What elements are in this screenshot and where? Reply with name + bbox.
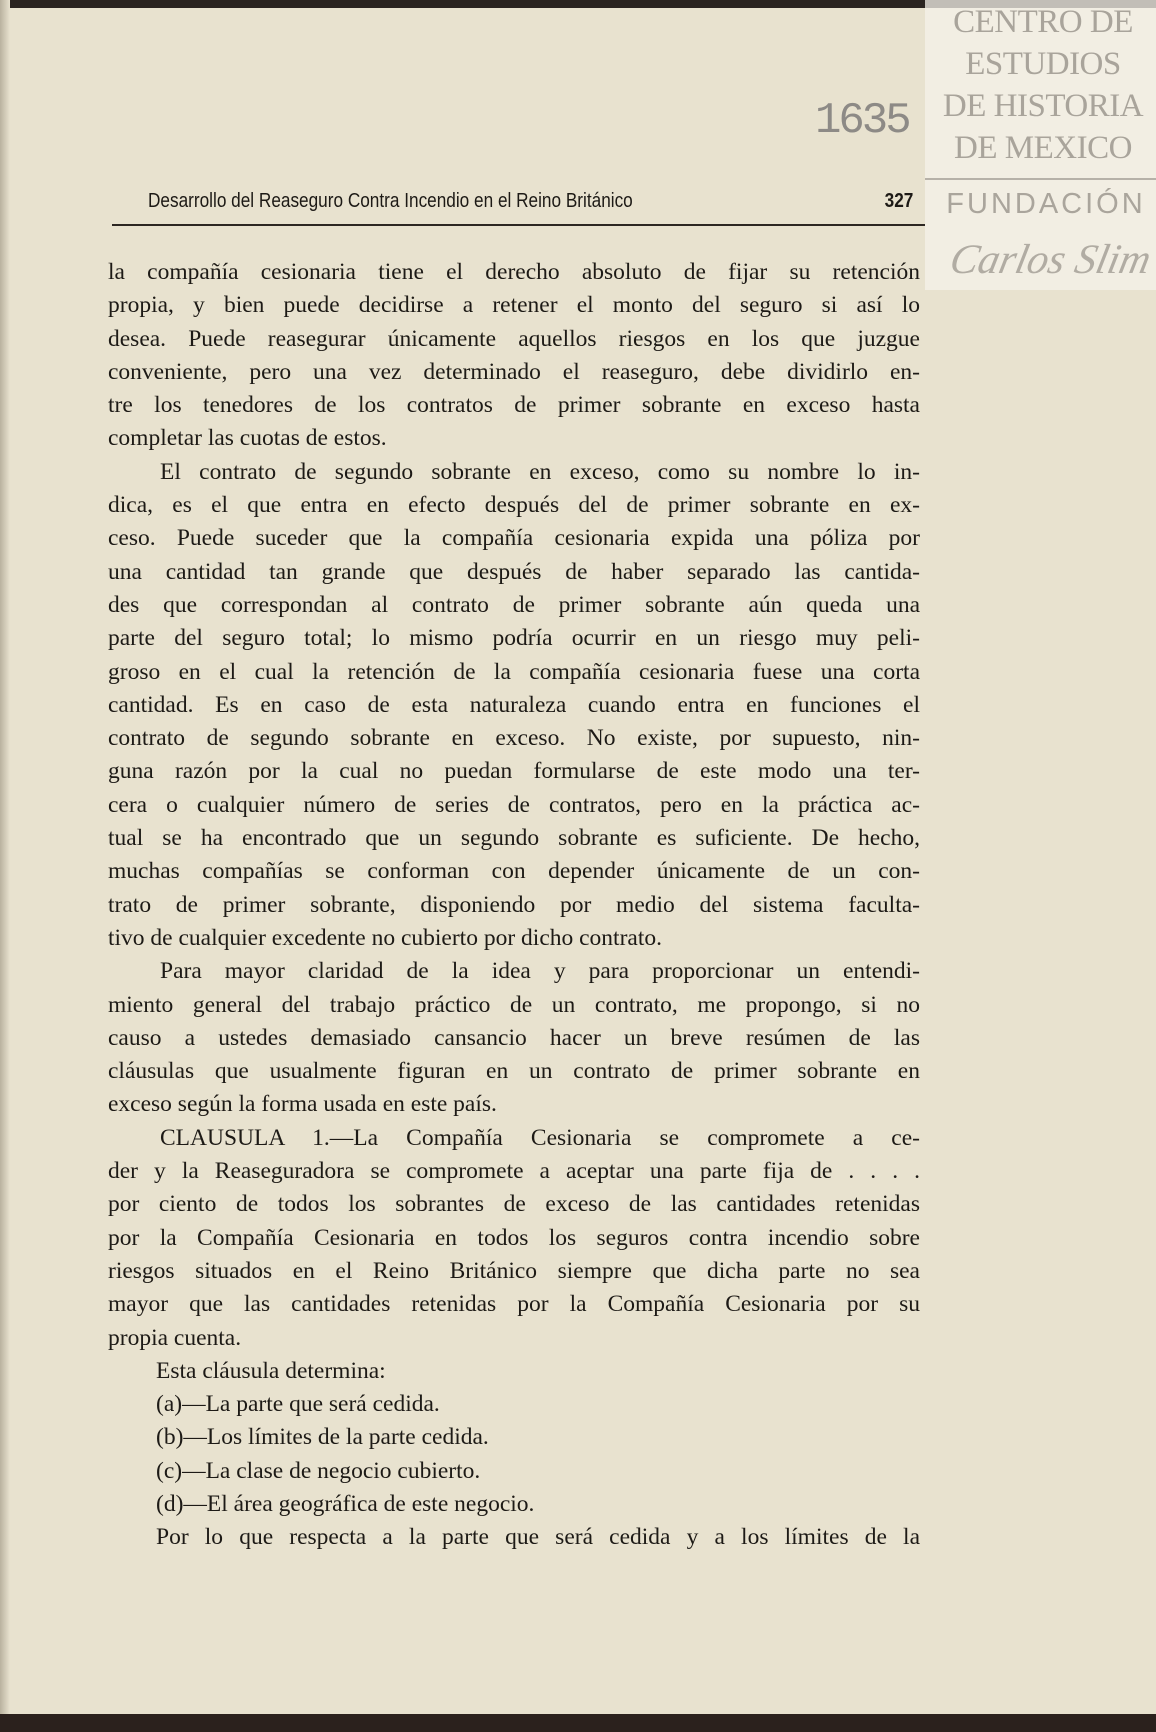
text-line: propia, y bien puede decidirse a retener el monto del seguro si así lo — [108, 292, 920, 319]
scan-left-edge — [0, 0, 10, 1732]
text-line: Para mayor claridad de la idea y para proporcionar un entendi- — [160, 958, 920, 985]
watermark-divider — [925, 178, 1156, 180]
text-line: der y la Reaseguradora se compromete a aceptar una parte fija de . . . . — [108, 1158, 920, 1185]
watermark-foundation: FUNDACIÓN — [946, 188, 1146, 220]
text-line: tual se ha encontrado que un segundo sobrante es suficiente. De hecho, — [108, 825, 920, 852]
watermark-line: DE HISTORIA — [942, 88, 1144, 124]
archive-stamp-number: 1635 — [815, 96, 909, 146]
list-item: (b)—Los límites de la parte cedida. — [156, 1424, 489, 1451]
text-line: causo a ustedes demasiado cansancio hacer un breve resúmen de las — [108, 1024, 920, 1051]
text-line: El contrato de segundo sobrante en exceso, como su nombre lo in- — [160, 458, 920, 485]
text-line: completar las cuotas de estos. — [108, 425, 387, 452]
text-line: tre los tenedores de los contratos de primer sobrante en exceso hasta — [108, 392, 920, 419]
text-line: contrato de segundo sobrante en exceso. No existe, por supuesto, nin- — [108, 725, 920, 752]
text-line: Por lo que respecta a la parte que será cedida y a los límites de la — [156, 1524, 920, 1551]
text-line: una cantidad tan grande que después de haber separado las cantida- — [108, 558, 920, 585]
text-line: parte del seguro total; lo mismo podría ocurrir en un riesgo muy peli- — [108, 625, 920, 652]
header-rule — [112, 224, 925, 226]
text-line: CLAUSULA 1.—La Compañía Cesionaria se compromete a ce- — [160, 1124, 920, 1151]
text-line: ceso. Puede suceder que la compañía cesionaria expida una póliza por — [108, 525, 920, 552]
watermark-line: DE MEXICO — [954, 130, 1132, 166]
text-line: des que correspondan al contrato de primer sobrante aún queda una — [108, 591, 920, 618]
text-line: propia cuenta. — [108, 1324, 242, 1351]
text-line: desea. Puede reasegurar únicamente aquellos riesgos en los que juzgue — [108, 325, 920, 352]
text-line: tivo de cualquier excedente no cubierto por dicho contrato. — [108, 924, 662, 951]
text-line: la compañía cesionaria tiene el derecho absoluto de fijar su retención — [108, 259, 920, 285]
body-text — [108, 256, 920, 1555]
list-item: (a)—La parte que será cedida. — [156, 1391, 440, 1418]
running-header — [148, 190, 913, 218]
list-item: (c)—La clase de negocio cubierto. — [156, 1457, 481, 1484]
text-line: groso en el cual la retención de la compañía cesionaria fuese una corta — [108, 658, 920, 685]
text-line: trato de primer sobrante, disponiendo por medio del sistema faculta- — [108, 891, 920, 918]
running-header-title: Desarrollo del Reaseguro Contra Incendio en el Reino Británico — [148, 190, 633, 212]
text-line: conveniente, pero una vez determinado el reaseguro, debe dividirlo en- — [108, 358, 920, 385]
text-line: por ciento de todos los sobrantes de exceso de las cantidades retenidas — [108, 1191, 920, 1218]
text-line: riesgos situados en el Reino Británico siempre que dicha parte no sea — [108, 1257, 920, 1284]
page-number: 327 — [884, 190, 913, 212]
watermark-line: ESTUDIOS — [965, 46, 1121, 82]
text-line: muchas compañías se conforman con depender únicamente de un con- — [108, 858, 920, 885]
list-item: (d)—El área geográfica de este negocio. — [156, 1490, 535, 1517]
text-line: mayor que las cantidades retenidas por la Compañía Cesionaria por su — [108, 1291, 920, 1318]
text-line: miento general del trabajo práctico de un contrato, me propongo, si no — [108, 991, 920, 1018]
text-line: por la Compañía Cesionaria en todos los seguros contra incendio sobre — [108, 1224, 920, 1251]
watermark-signature: Carlos Slim — [945, 237, 1156, 283]
text-line: cláusulas que usualmente figuran en un contrato de primer sobrante en — [108, 1058, 920, 1085]
text-line: guna razón por la cual no puedan formularse de este modo una ter- — [108, 758, 920, 785]
text-line: cera o cualquier número de series de contratos, pero en la práctica ac- — [108, 791, 920, 818]
text-line: dica, es el que entra en efecto después del de primer sobrante en ex- — [108, 492, 920, 519]
scan-bottom-edge — [0, 1714, 1156, 1732]
text-line: cantidad. Es en caso de esta naturaleza cuando entra en funciones el — [108, 691, 920, 718]
text-line: Esta cláusula determina: — [156, 1357, 386, 1384]
watermark-line: CENTRO DE — [953, 4, 1133, 40]
text-line: exceso según la forma usada en este país. — [108, 1091, 497, 1118]
